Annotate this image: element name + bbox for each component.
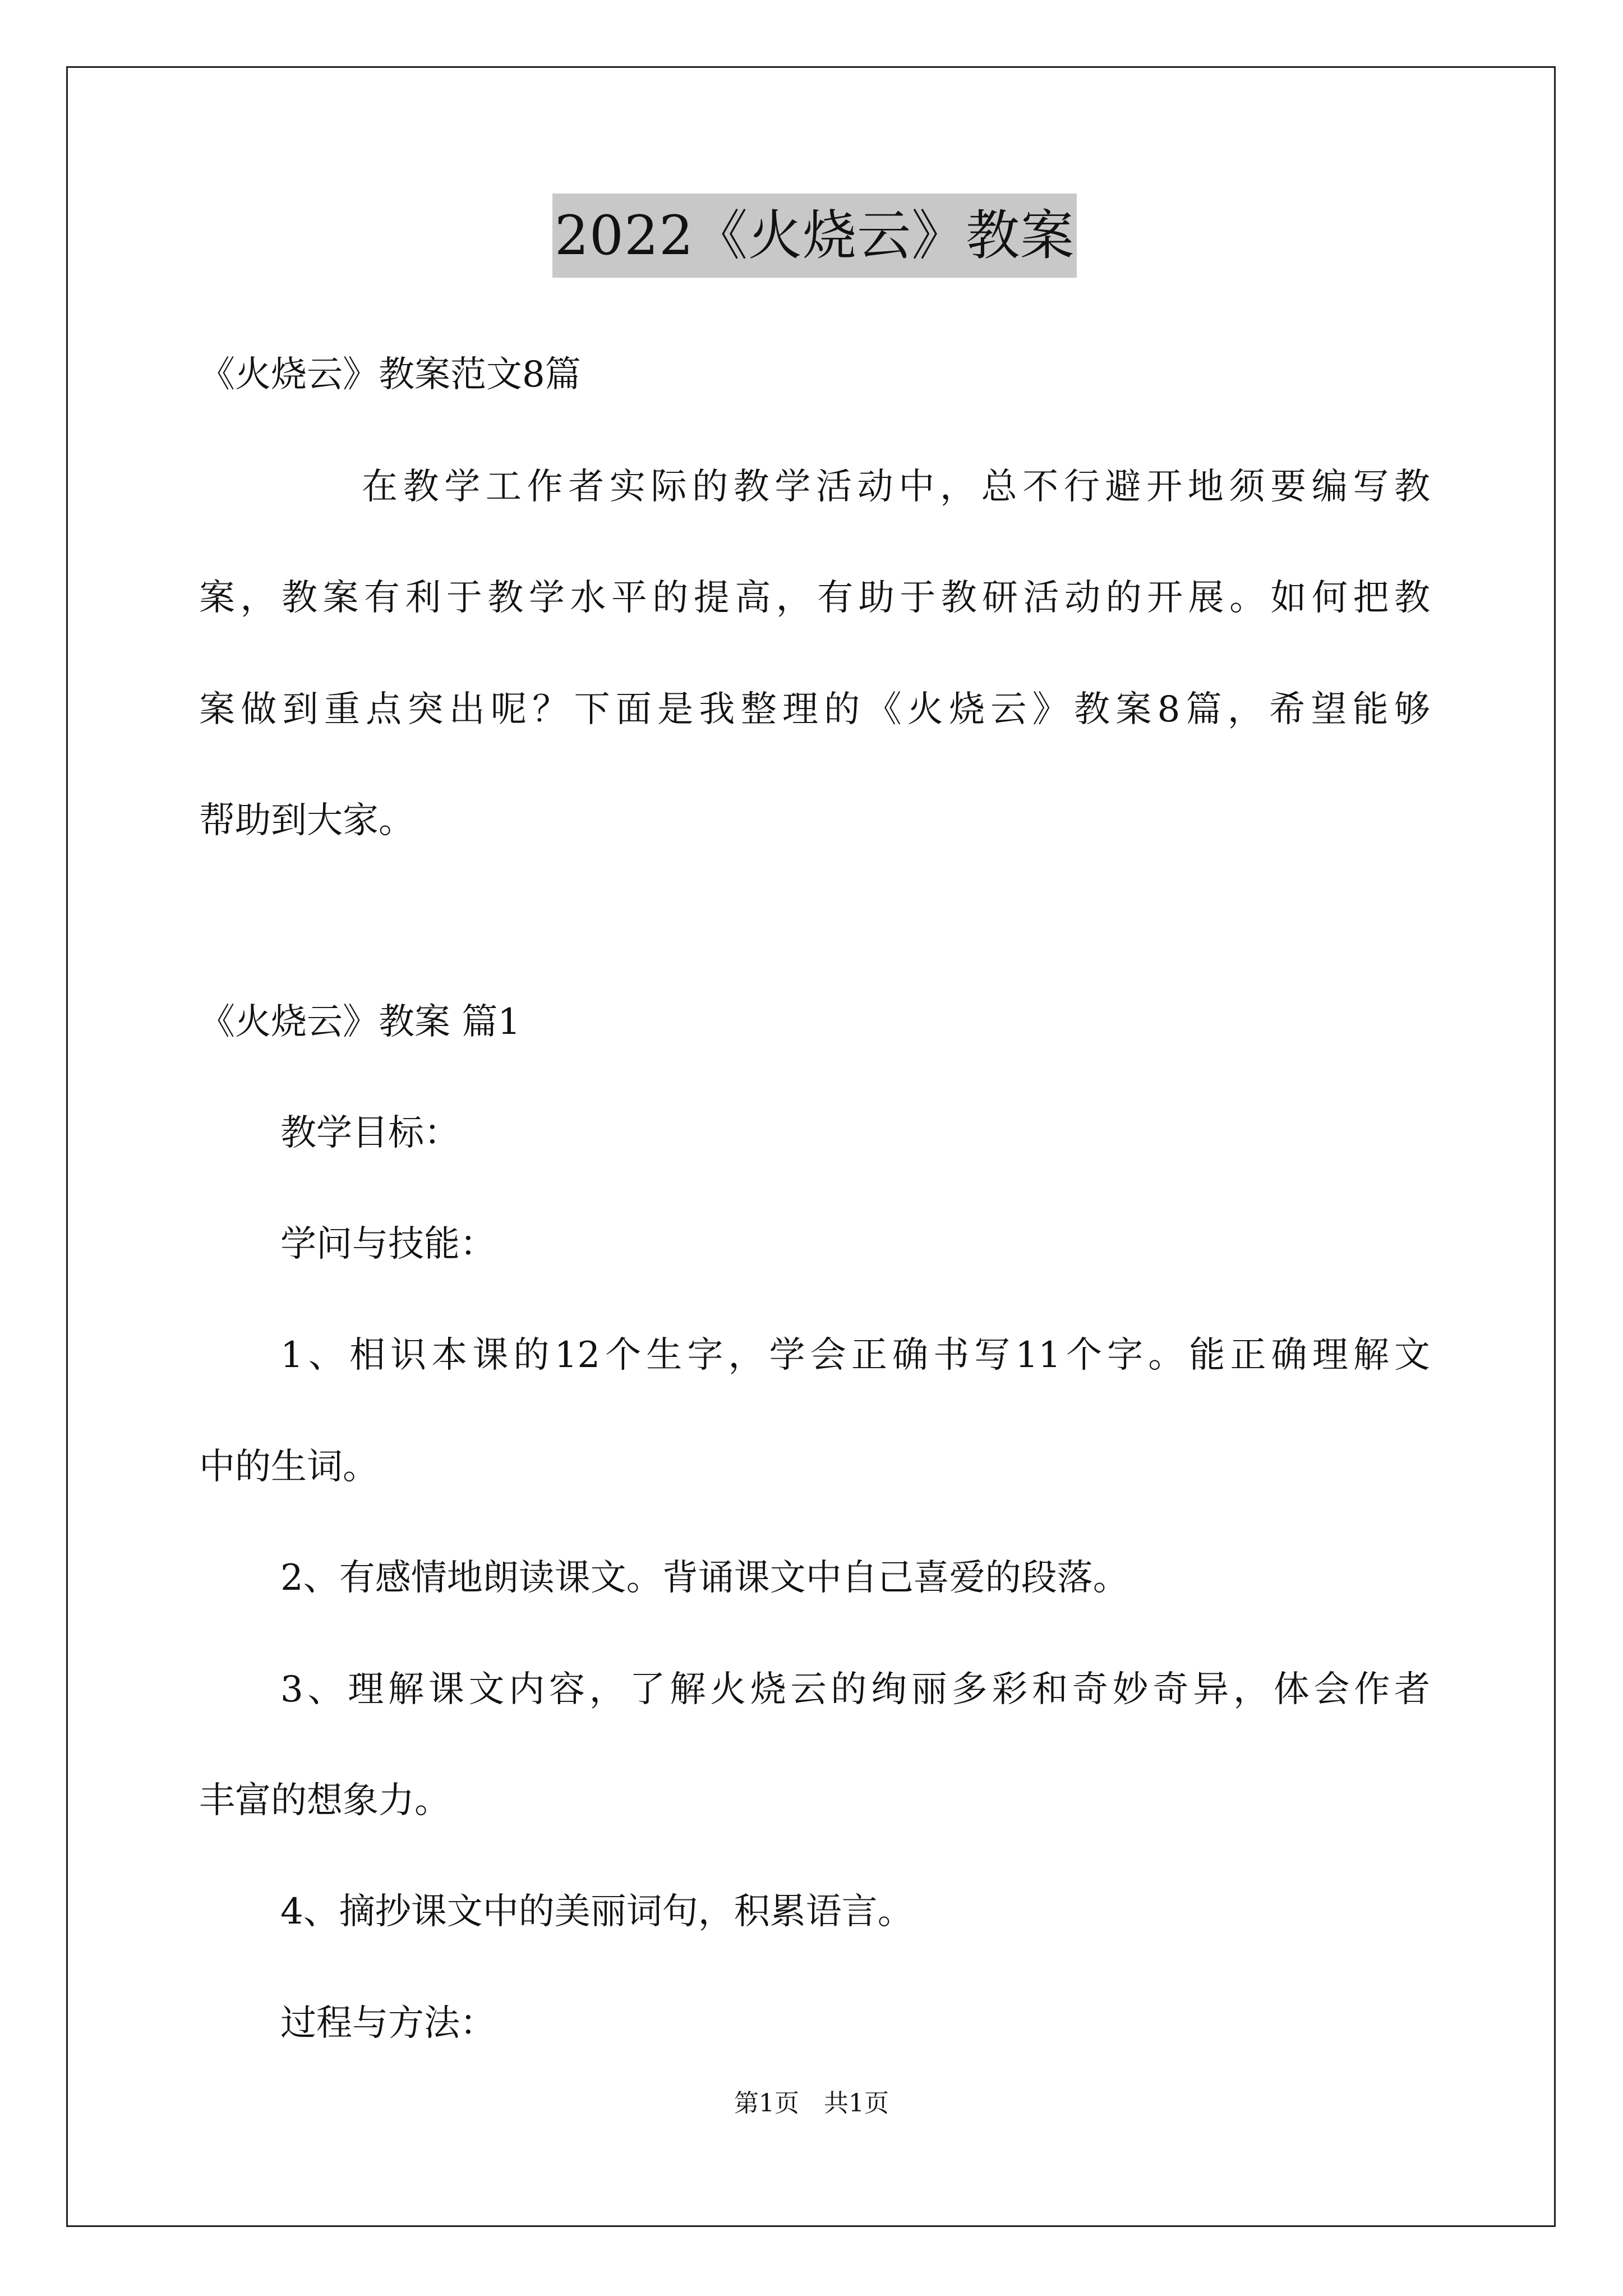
knowledge-label: 学问与技能： — [280, 1223, 496, 1265]
objectives-label: 教学目标： — [280, 1112, 460, 1154]
intro-line-1: 在教学工作者实际的教学活动中，总不行避开地须要编写教 — [362, 466, 1430, 508]
item-1-line-2: 中的生词。 — [199, 1446, 379, 1488]
item-2: 2、有感情地朗读课文。背诵课文中自己喜爱的段落。 — [280, 1557, 1129, 1599]
intro-line-4: 帮助到大家。 — [199, 800, 414, 841]
intro-line-3: 案做到重点突出呢？下面是我整理的《火烧云》教案8篇，希望能够 — [199, 689, 1430, 730]
item-3-line-2: 丰富的想象力。 — [199, 1780, 450, 1821]
document-title: 2022《火烧云》教案 — [552, 194, 1077, 278]
title-wrap — [199, 194, 1430, 278]
document-subtitle: 《火烧云》教案范文8篇 — [199, 354, 581, 395]
intro-line-2: 案，教案有利于教学水平的提高，有助于教研活动的开展。如何把教 — [199, 577, 1430, 619]
item-3-line-1: 3、理解课文内容，了解火烧云的绚丽多彩和奇妙奇异，体会作者 — [280, 1669, 1430, 1710]
item-4: 4、摘抄课文中的美丽词句，积累语言。 — [280, 1891, 914, 1932]
page-footer: 第1页 共1页 — [734, 2089, 889, 2118]
process-label: 过程与方法： — [280, 2003, 496, 2044]
item-1-line-1: 1、相识本课的12个生字，学会正确书写11个字。能正确理解文 — [280, 1335, 1430, 1376]
section-heading: 《火烧云》教案 篇1 — [199, 1001, 521, 1043]
